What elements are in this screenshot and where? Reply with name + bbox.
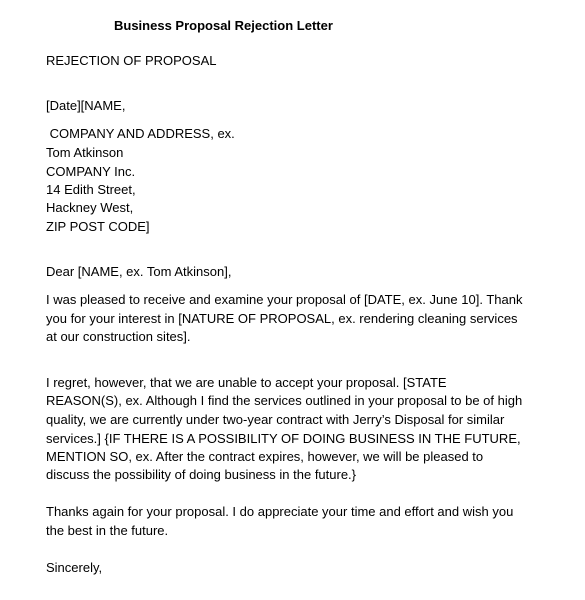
letter-heading: REJECTION OF PROPOSAL [46,53,217,68]
address-line: [Date][NAME, [46,98,126,113]
paragraph-line: I was pleased to receive and examine your proposal of [DATE, ex. June 10]. Thank [46,292,523,307]
paragraph-line: at our construction sites]. [46,329,191,344]
salutation: Dear [NAME, ex. Tom Atkinson], [46,264,232,279]
paragraph-line: quality, we are currently under two-year contract with Jerry’s Disposal for similar [46,412,505,427]
address-line: 14 Edith Street, [46,182,136,197]
paragraph-line: I regret, however, that we are unable to accept your proposal. [STATE [46,375,447,390]
document-title: Business Proposal Rejection Letter [114,18,333,33]
paragraph-line: you for your interest in [NATURE OF PROPOSAL, ex. rendering cleaning services [46,311,518,326]
closing: Sincerely, [46,560,103,575]
address-line: Tom Atkinson [46,145,124,160]
paragraph-line: services.] {IF THERE IS A POSSIBILITY OF DOING BUSINESS IN THE FUTURE, [46,431,521,446]
paragraph-line: discuss the possibility of doing business in the future.} [46,467,357,482]
address-line: ZIP POST CODE] [46,219,150,234]
paragraph-line: Thanks again for your proposal. I do appreciate your time and effort and wish you [46,504,514,519]
paragraph-line: MENTION SO, ex. After the contract expires, however, we will be pleased to [46,449,484,464]
address-line: COMPANY Inc. [46,164,136,179]
address-line: COMPANY AND ADDRESS, ex. [46,126,235,141]
paragraph-line: the best in the future. [46,523,169,538]
paragraph-line: REASON(S), ex. Although I find the services outlined in your proposal to be of high [46,393,523,408]
address-line: Hackney West, [46,200,134,215]
